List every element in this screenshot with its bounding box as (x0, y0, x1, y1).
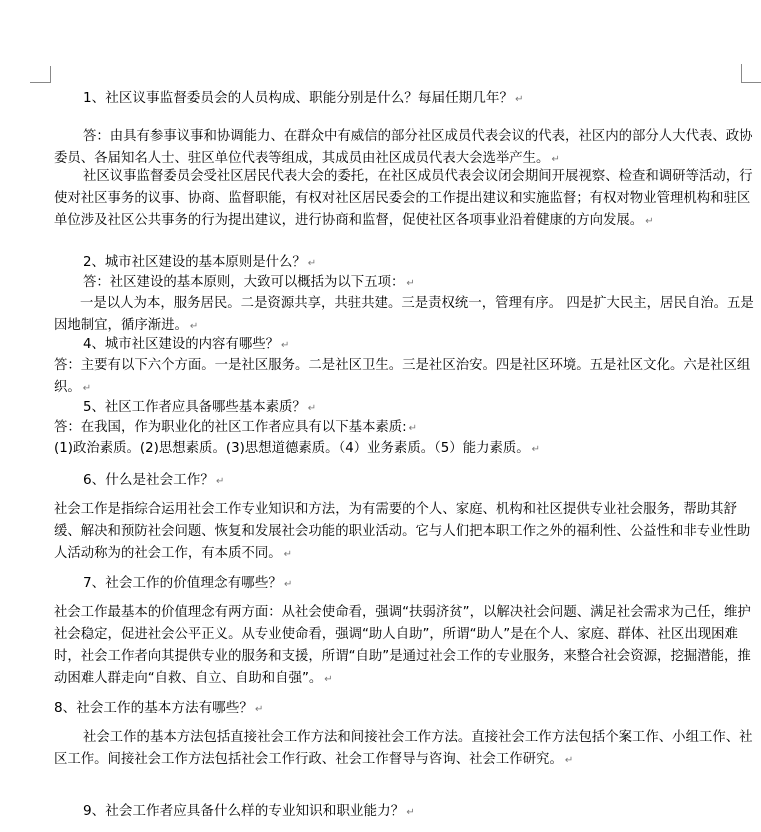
answer-1-part-1: 答：由具有参事议事和协调能力、在群众中有威信的部分社区成员代表会议的代表，社区内的部分人大代表、政协委员、各届知名人士、驻区单位代表等组成，其成员由社区成员代表大会选举产生。 ↵ (54, 129, 753, 166)
answer-2-part-1: 答：社区建设的基本原则，大致可以概括为以下五项： ↵ (83, 275, 415, 290)
question-7: 7、社会工作的价值理念有哪些？ ↵ (83, 575, 293, 591)
question-2: 2、城市社区建设的基本原则是什么？ ↵ (83, 255, 317, 270)
answer-5-part-2: (1)政治素质。(2)思想素质。(3)思想道德素质。（4）业务素质。（5）能力素质。 ↵ (54, 441, 541, 456)
answer-2-part-2: 一是以人为本，服务居民。二是资源共享，共驻共建。三是责权统一，管理有序。 四是扩大民主，居民自治。五是因地制宜，循序渐进。 ↵ (54, 296, 754, 333)
question-6: 6、什么是社会工作？ ↵ (83, 472, 225, 488)
question-8: 8、社会工作的基本方法有哪些？ ↵ (54, 700, 264, 716)
answer-4: 答：主要有以下六个方面。一是社区服务。二是社区卫生。三是社区治安。四是社区环境。五是社区文化。六是社区组织。 ↵ (54, 358, 751, 395)
answer-6: 社会工作是指综合运用社会工作专业知识和方法，为有需要的个人、家庭、机构和社区提供专业社会服务，帮助其舒缓、解决和预防社会问题、恢复和发展社会功能的职业活动。它与人们把本职工作之外的福利性、公益性和非专业性助人活动称为的社会工作，有本质不同。 ↵ (54, 502, 751, 561)
question-5: 5、社区工作者应具备哪些基本素质？ ↵ (83, 400, 317, 415)
crop-mark-top-right (741, 64, 761, 83)
question-4: 4、城市社区建设的内容有哪些？ ↵ (83, 337, 290, 352)
answer-8: 社会工作的基本方法包括直接社会工作方法和间接社会工作方法。直接社会工作方法包括个案工作、小组工作、社区工作。间接社会工作方法包括社会工作行政、社会工作督导与咨询、社会工作研究。 ↵ (54, 730, 753, 767)
crop-mark-top-left (30, 66, 51, 83)
answer-7: 社会工作最基本的价值理念有两方面：从社会使命看，强调“扶弱济贫”，以解决社会问题、满足社会需求为己任，维护社会稳定，促进社会公平正义。从专业使命看，强调“助人自助”，所谓“助人”是在个人、家庭、群体、社区出现困难时，社会工作者向其提供专业的服务和支援，所谓“自助”是通过社会工作的专业服务，来整合社会资源，挖掘潜能，推动困难人群走向“自救、自立、自助和自强”。 ↵ (54, 605, 751, 686)
answer-1-part-2: 社区议事监督委员会受社区居民代表大会的委托，在社区成员代表会议闭会期间开展视察、检查和调研等活动，行使对社区事务的议事、协商、监督职能，有权对社区居民委会的工作提出建议和实施监督；有权对物业管理机构和驻区单位涉及社区公共事务的行为提出建议，进行协商和监督，促使社区各项事业沿着健康的方向发展。 ↵ (54, 169, 753, 228)
answer-5-part-1: 答：在我国，作为职业化的社区工作者应具有以下基本素质: ↵ (54, 420, 418, 435)
question-9: 9、社会工作者应具备什么样的专业知识和职业能力？ ↵ (83, 803, 415, 819)
question-1: 1、社区议事监督委员会的人员构成、职能分别是什么？每届任期几年？ ↵ (83, 90, 524, 106)
